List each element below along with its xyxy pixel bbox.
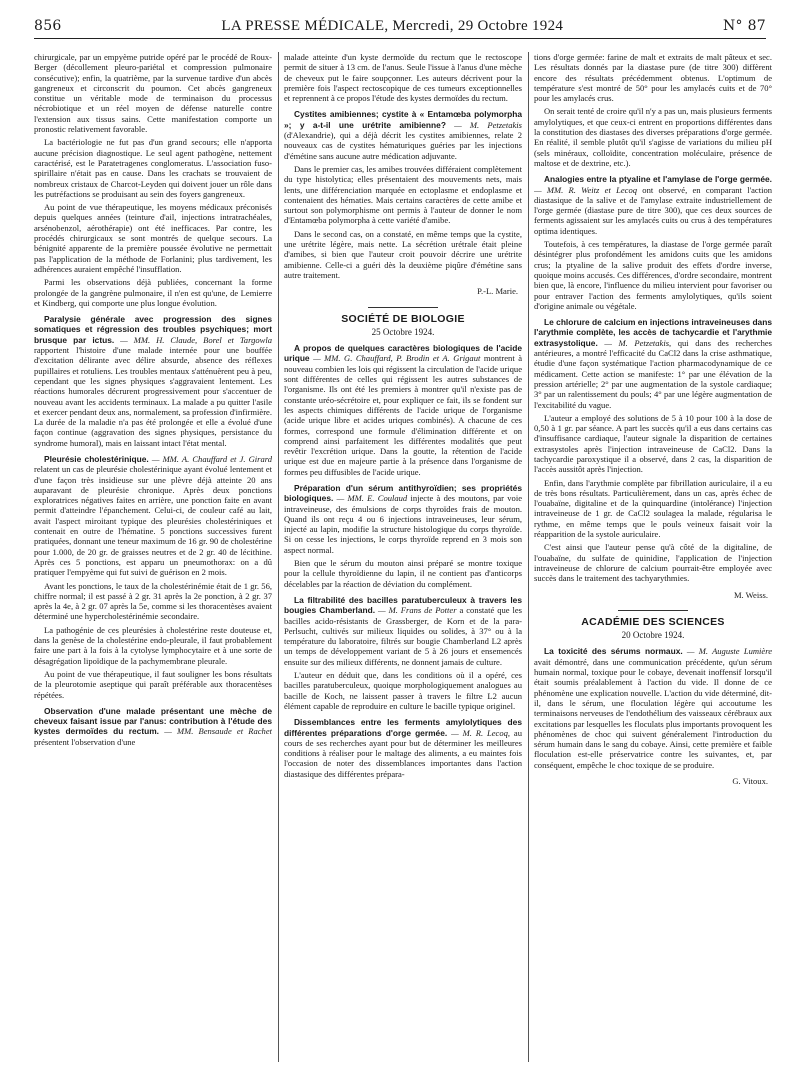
article-text: (d'Alexandrie), qui a déjà décrit les cystites amibiennes, relate 2 nouveaux cas de cystites hématuriques guéries par les injections d'émétine sans aucune autre médication adjuvante. xyxy=(284,130,522,161)
article-authors: — MM. E. Coulaud xyxy=(333,493,408,504)
article-filtrabilite xyxy=(284,595,522,667)
article-authors: — M. Petzetakis xyxy=(445,119,522,130)
article-authors: — MM. A. Chauffard et J. Girard xyxy=(148,453,272,464)
section-title: SOCIÉTÉ DE BIOLOGIE xyxy=(341,312,465,325)
paragraph: L'auteur en déduit que, dans les conditions où il a opéré, ces bacilles paratuberculeux, quoique morphologiquement analogues au bacille de Koch, ne laissent passer à travers le filtre L2 aucun élément capable de reproduire en culture le bacille typique originel. xyxy=(284,670,522,711)
article-heading: Paralysie générale avec progression des signes somatiques et régression des troubles psychiques; mort brusque par ictus. xyxy=(34,314,272,345)
page-number: 856 xyxy=(34,18,62,34)
signature: G. Vitoux. xyxy=(732,776,768,786)
article-heading: Dissemblances entre les ferments amylolytiques des différentes préparations d'orge germée. xyxy=(284,717,522,738)
paragraph: Parmi les observations déjà publiées, concernant la forme prolongée de la gangrène pulmonaire, il n'en est qu'une, de Lemierre et Kindberg, qui comporte une plus longue évolution. xyxy=(34,277,272,308)
article-paralysie xyxy=(34,314,272,448)
section-title: ACADÉMIE DES SCIENCES xyxy=(581,615,725,628)
journal-title: LA PRESSE MÉDICALE, Mercredi, 29 Octobre 1924 xyxy=(221,18,564,34)
paragraph: C'est ainsi que l'auteur pense qu'à côté de la digitaline, de l'ouabaïne, du sulfate de quinidine, l'application de l'injection intraveineuse de chlorure de calcium pourrait-être employée avec succès dans le traitement des tachyarythmies. xyxy=(534,542,772,584)
article-authors: — M. R. Lecoq xyxy=(447,727,508,738)
article-heading: Observation d'une malade présentant une mèche de cheveux faisant issue par l'anus: contribution à l'étude des kystes dermoïdes du rectum. xyxy=(34,705,272,737)
paragraph: Au point de vue thérapeutique, les moyens médicaux préconisés depuis quelques années (teinture d'ail, injections intratrachéales, arsénobenzol, aérothérapie) ont été inefficaces. Par contre, les procédés chirurgicaux se sont montrés de quelque secours. La bénignité apparente de la première poussée évolutive ne permettait pas l'application de la méthode de Forlanini; plus tardivement, les adhérences auraient empêché l'insufflation. xyxy=(34,202,272,274)
article-pleuresie xyxy=(34,454,272,578)
signature: M. Weiss. xyxy=(733,589,768,600)
article-ptyaline xyxy=(534,174,772,236)
article-text: ont observé, en comparant l'action diastasique de la salive et de l'amylase extraite industriellement de l'orge germée (diastase pure de titre 300), que ces deux sources de ferments agissaient sur les amylacés cuits ou crus à des températures optima identiques. xyxy=(534,184,772,236)
article-heading: Préparation d'un sérum antithyroïdien; ses propriétés biologiques. xyxy=(284,482,522,504)
section-divider xyxy=(618,610,688,611)
section-divider xyxy=(368,307,438,308)
article-text: présentent l'observation d'une xyxy=(34,736,136,747)
article-text: a constaté que les bacilles acido-résistants de Grassberger, de Korn et de la para-Perlsucht, cultivés sur milieux liquides ou solides, à 37° ou à la température du laboratoire, filtrés sur bougie Chamberland L2 après un temps de développement variant de 5 à 26 jours et ensemencés ensuite sur des milieux différents, ne donnent jamais de culture. xyxy=(284,605,522,667)
column-rule xyxy=(528,52,529,1062)
article-authors: — M. Auguste Lumière xyxy=(682,646,772,657)
article-text: , au cours de ses recherches ayant pour but de déterminer les meilleures conditions à réaliser pour le maltage des aliments, a eu maintes fois l'occasion de noter des dissemblances importantes dans l'action diastasique des différentes prépara- xyxy=(284,727,522,779)
article-dissemblances xyxy=(284,717,522,779)
article-authors: — MM. H. Claude, Borel et Targowla xyxy=(114,334,272,345)
paragraph: La bactériologie ne fut pas d'un grand secours; elle n'apporta aucune précision diagnostique. Le seul agent pathogène, nettement caractérisé, est le Paratetragenes conglomeratus. L'association fuso-spirillaire n'était pas en cause. Dans les crachats se trouvaient de nombreux cristaux de Charcot-Leyden qui doivent jouer un rôle dans les putréfactions se produisant au sein des foyers gangreneux. xyxy=(34,137,272,199)
article-heading: A propos de quelques caractères biologiques de l'acide urique xyxy=(284,343,522,364)
column-3 xyxy=(534,52,772,1062)
paragraph: Dans le premier cas, les amibes trouvées différaient complètement du type histolytica; elles présentaient des mouvements nets, mais lents, une différenciation marquée en ectoplasme et endoplasme et contenaient des hématies. Mais certains caractères de cette amibe et surtout son polymorphisme ont permis à l'auteur de donner le nom d'Entamœba polymorpha à cette variété d'amibe. xyxy=(284,163,522,226)
article-columns xyxy=(34,52,772,1062)
article-text: montrent à nouveau combien les lois qui régissent la circulation de l'acide urique sont différentes de celles qui régissent les autres substances de l'organisme. Ils ont été les premiers à montrer qu'il n'existe pas de constante uréo-sécrétoire et, pour expliquer ce fait, ils se fondent sur les aspects chimiques différents de l'acide urique de l'organisme (acide urique libre et acides uriques combinés). A chacune de ces formes, correspond une formule d'élimination différente et on comprend ainsi parfaitement les différentes modalités que peut revêtir l'excrétion urique. Dans la goutte, la rétention de l'acide urique est due en majeure partie à la présence dans l'organisme de formes peu diffusibles de l'acide urique. xyxy=(284,353,522,477)
section-date: 25 Octobre 1924. xyxy=(371,326,435,337)
paragraph: Enfin, dans l'arythmie complète par fibrillation auriculaire, il a eu de très bons résultats. Particulièrement, dans un cas, après échec de l'ouabaïne, digitaline et de la quinquardine (intolérance) l'injection intraveineuse de 1 gr. de CaCl2 soulagea la malade, régularisa le rythme, en même temps que le pouls veineux faisait voir la réapparition de la systole auriculaire. xyxy=(534,477,772,540)
paragraph: L'auteur a employé des solutions de 5 à 10 pour 100 à la dose de 0,50 à 1 gr. par séance. A part les succès qu'il a eus dans certains cas d'insuffisance cardiaque, l'auteur signale la disparition de certaines extrasystoles après l'injection intraveineuse de CaCl2. Dans la tachycardie paroxystique il a observé, dans 2 cas, la disparition de l'accès aussitôt après l'injection. xyxy=(534,412,772,475)
article-authors: — MM. R. Weitz et Lecoq xyxy=(534,184,638,195)
article-authors: — MM. G. Chauffard, P. Brodin et A. Grigaut xyxy=(309,353,481,364)
paragraph: La pathogénie de ces pleurésies à cholestérine reste douteuse et, dans la genèse de la cholestérine endo-pleurale, il faut probablement faire une part à la fois à la cytolyse lymphocytaire et à une sorte de désagrégation lipoïdique de la pachymembrane pleurale. xyxy=(34,624,272,666)
article-toxicite-serums xyxy=(534,646,772,770)
article-text: rapportent l'histoire d'une malade internée pour une bouffée d'excitation délirante avec délire absurde, absence des réflexes pupillaires et rotuliens. Les troubles mentaux s'atténuèrent peu à peu, cependant que les signes physiques s'aggravaient lentement. Les réactions humorales décrurent progressivement pour s'accentuer de nouveau avant les accidents terminaux. La malade a pu quitter l'asile et exercer pendant deux ans, normalement, sa profession d'infirmière. La durée de la maladie n'a pas été prolongée et elle a évolué d'une façon continue (aggravation des signes physiques, persistance du syndrome humoral), mais en laissant intact l'état mental. xyxy=(34,345,272,448)
column-1 xyxy=(34,52,272,1062)
issue-number: N° 87 xyxy=(722,18,766,34)
column-rule xyxy=(278,52,279,1062)
article-heading: Cystites amibiennes; cystite à « Entamœba polymorpha »; y a-t-il une urétrite amibienne? xyxy=(284,109,522,130)
page-header xyxy=(34,18,766,39)
article-text: injecte à des moutons, par voie intraveineuse, des émulsions de corps thyroïdes frais de mouton. Quand ils ont reçu 4 ou 6 injections intraveineuses, leur sérum, injecté au lapin, modifie la structure histologique du corps thyroïde. Si on cesse les injections, le corps thyroïde reprend en 3 mois son aspect normal. xyxy=(284,493,522,555)
paragraph: chirurgicale, par un empyème putride opéré par le procédé de Roux-Berger (décollement pleuro-pariétal et compression pulmonaire consécutive); enfin, la quatrième, par la survenue tardive d'un abcès gangreneux et circonscrit du poumon. Cet abcès gangreneux constitue un véritable mode de terminaison du processus nécrobiotique et un réel moyen de défense naturelle contre l'extension aux tissus sains. Cette manifestation comporte un pronostic relativement favorable. xyxy=(34,52,272,135)
signature: P.-L. Marie. xyxy=(477,286,518,297)
paragraph: malade atteinte d'un kyste dermoïde du rectum que le rectoscope permit de situer à 13 cm. de l'anus. Seule l'issue à l'anus d'une mèche de cheveux put le faire soupçonner. Les auteurs décrivent pour la première fois l'aspect rectoscopique de ces tumeurs exceptionnelles et reprennent à ce propos l'étude des kystes dermoïdes du rectum. xyxy=(284,52,522,104)
article-heading: La filtrabilité des bacilles paratuberculeux à travers les bougies Chamberland. xyxy=(284,594,522,616)
paragraph: Au point de vue thérapeutique, il faut souligner les bons résultats de la pleurotomie aseptique qui paraît préférable aux thoracentèses répétées. xyxy=(34,668,272,700)
article-text: avait démontré, dans une communication précédente, qu'un sérum humain normal, toxique pour le cobaye, devenait inoffensif lorsqu'il était soumis préalablement à l'action du vide. Il donne de ce phénomène une explication nouvelle. L'action du vide déterminé, dit-il, dans le sérum, une floculation légère qui accoutume les terminaisons nerveuses de l'endothélium des vaisseaux cérébraux aux excitations par lesquelles les floculats plus importants provoquent les phénomènes de choc qui suivent généralement l'introduction du sérum humain dans le sang du cobaye. Ainsi, cette première et faible floculation est-elle préservatrice contre les suivantes, et, par conséquent, empêche le choc toxique de se produire. xyxy=(534,656,772,770)
article-heading: Le chlorure de calcium en injections intraveineuses dans l'arythmie complète, les accès de tachycardie et l'arythmie extrasystolique. xyxy=(534,317,772,348)
article-heading: La toxicité des sérums normaux. xyxy=(544,646,683,657)
paragraph: Dans le second cas, on a constaté, en même temps que la cystite, une urétrite légère, mais nette. La sécrétion urétrale était pleine d'amibes, si bien que l'auteur croit pouvoir décrire une urétrite amibienne. Celle-ci a guéri dès la deuxième piqûre d'émétine sans autre traitement. xyxy=(284,228,522,280)
article-chlorure-calcium xyxy=(534,317,772,410)
paragraph: Bien que le sérum du mouton ainsi préparé se montre toxique pour la cellule thyroïdienne du lapin, il ne contient pas d'anticorps décelables par la réaction de déviation du complément. xyxy=(284,558,522,589)
article-heading: Pleurésie cholestérinique. xyxy=(44,453,149,464)
article-authors: — M. Petzetakis xyxy=(597,337,670,348)
article-serum-antithyroidien xyxy=(284,483,522,555)
article-cystites xyxy=(284,109,522,160)
paragraph: Toutefois, à ces températures, la diastase de l'orge germée paraît désintégrer plus profondément les amidons cuits que les amidons crus; la ptyaline de la salive produit des effets d'ordre inverse, quoique moins accusés. Ces différences, d'ordre secondaire, montrent bien que, là encore, l'influence du milieu intervient pour favoriser ou pour entraver l'action des ferments amylolytiques, qu'ils soient d'origine animale ou végétale. xyxy=(534,239,772,311)
article-authors: — M. Frans de Potter xyxy=(375,605,457,616)
column-2 xyxy=(284,52,522,1062)
paragraph: Avant les ponctions, le taux de la cholestérinémie était de 1 gr. 56, chiffre normal; il est passé à 2 gr. 31 après la 2e ponction, à 2 gr. 37 après la 4e, à 2 gr. 07 après la 5e, comme si les thoracentèses avaient déterminé une hypercholestérinémie secondaire. xyxy=(34,580,272,622)
article-heading: Analogies entre la ptyaline et l'amylase de l'orge germée. xyxy=(544,174,772,185)
article-text: relatent un cas de pleurésie cholestérinique ayant évolué lentement et d'une façon très insidieuse sur une plèvre déjà atteinte 20 ans auparavant de pleurésie chronique. Après deux ponctions exploratrices négatives faites en arrière, une ponction faite en avant permit d'atteindre l'épanchement. Celui-ci, de couleur café au lait, avait l'aspect miroitant typique des pleurésies cholestériniques et contenait en outre de l'hématine. 5 ponctions successives furent pratiquées, donnant une teneur maximum de 16 gr. 90 de cholestérine pour 1.000, de 20 gr. de graisses neutres et de 2 gr. 40 de lécithine. Après ces 5 ponctions, est apparu un pneumothorax: on a dû pratiquer l'empyème qui fut suivi de guérison en 2 mois. xyxy=(34,464,272,578)
paragraph: On serait tenté de croire qu'il n'y a pas un, mais plusieurs ferments amylolytiques, et que ceux-ci entrent en proportions différentes dans la constitution des diastases des diverses préparations d'orge germée. En réalité, il semble plutôt qu'il s'agisse de variations du milieu pH (sels minéraux, colloïdite, concentration moléculaire, présence de maltose et de dextrine, etc.). xyxy=(534,106,772,168)
article-acide-urique xyxy=(284,343,522,477)
paragraph: tions d'orge germée: farine de malt et extraits de malt pâteux et sec. Les résultats donnés par la diastase pure (de titre 300) diffèrent encore des résultats précédemment obtenus. L'optimum de température s'est montré de 50° pour les amylacés cuits et de 70° pour les amylacés crus. xyxy=(534,52,772,104)
article-kystes xyxy=(34,706,272,747)
section-date: 20 Octobre 1924. xyxy=(621,630,685,641)
article-text: , qui dans des recherches antérieures, a montré l'efficacité du CaCl2 dans la crise asthmatique, étudie d'une façon systématique l'action pharmacodynamique de ce médicament. Cette action se manifeste: 1° par une élévation de la pression artérielle; 2° par une augmentation de la systole cardiaque; 3° par un ralentissement du pouls; 4° par une légère augmentation de l'excitabilité du vague. xyxy=(534,337,772,410)
article-authors: — MM. Bensaude et Rachet xyxy=(159,726,272,737)
